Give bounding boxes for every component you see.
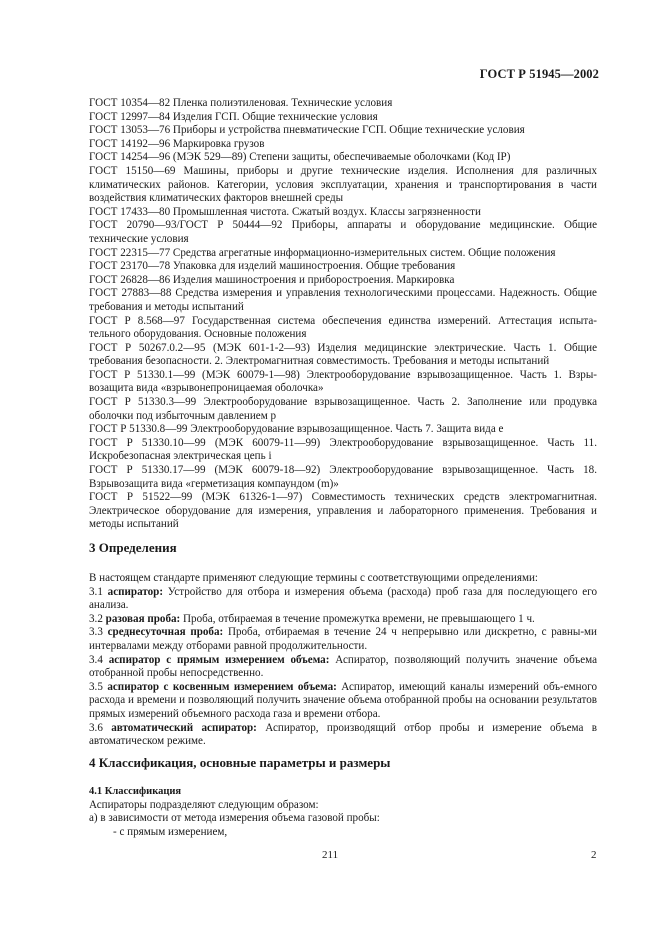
definition-item — [89, 681, 597, 722]
reference-item: ГОСТ 17433—80 Промышленная чистота. Сжатый воздух. Классы загрязненности — [89, 205, 481, 218]
reference-item: ГОСТ Р 51330.10—99 (МЭК 60079-11—99) Электрооборудование взрывозащищенное. Часть 11. Искробезопасная электрическая цепь i — [89, 436, 597, 463]
definitions-intro: В настоящем стандарте применяют следующие термины с соответствующими определениями: — [89, 572, 538, 584]
definition-text: Проба, отбираемая в течение 24 ч непрерывно или дискретно, с равны-ми интервалами между отборами равной продолжительности. — [89, 626, 597, 652]
document-code-header: ГОСТ Р 51945—2002 — [479, 67, 599, 81]
definition-item — [89, 654, 597, 681]
definition-number: 3.5 — [89, 680, 103, 693]
reference-item: ГОСТ Р 8.568—97 Государственная система обеспечения единства измерений. Аттестация испыта-тельного оборудования. Основные положения — [89, 314, 597, 341]
subsection-4-1-title: 4.1 Классификация — [89, 786, 182, 797]
reference-item: ГОСТ Р 51522—99 (МЭК 61326-1—97) Совместимость технических средств электромагнитная. Электрическое оборудование для измерения, управления и лабораторного применения. Требования и методы испытаний — [89, 491, 597, 531]
definition-item — [89, 626, 597, 653]
definition-item — [89, 613, 597, 627]
definition-term: аспиратор: — [107, 585, 164, 598]
reference-item: ГОСТ 14254—96 (МЭК 529—89) Степени защиты, обеспечиваемые оболочками (Код IP) — [89, 151, 511, 164]
definition-term: среднесуточная проба: — [107, 626, 224, 639]
reference-item: ГОСТ Р 51330.1—99 (МЭК 60079-1—98) Электрооборудование взрывозащищенное. Часть 1. Взры-возащита вида «взрывонепроницаемая оболочка» — [89, 368, 597, 395]
definition-item — [89, 722, 597, 749]
reference-item: ГОСТ 22315—77 Средства агрегатные информационно-измерительных систем. Общие положения — [89, 246, 556, 259]
reference-item: ГОСТ 27883—88 Средства измерения и управления технологическими процессами. Надежность. Общие требования и методы испытаний — [89, 287, 597, 313]
section-4-title: 4 Классификация, основные параметры и размеры — [89, 755, 391, 770]
definition-number: 3.2 — [89, 612, 103, 625]
normative-references-list — [89, 97, 597, 532]
section-definitions — [89, 540, 597, 749]
reference-item: ГОСТ 26828—86 Изделия машиностроения и приборостроения. Маркировка — [89, 273, 455, 286]
definition-number: 3.4 — [89, 653, 103, 666]
reference-item: ГОСТ 14192—96 Маркировка грузов — [89, 137, 265, 150]
definition-term: аспиратор с косвенным измерением объема: — [107, 680, 337, 693]
page-number-right: 2 — [591, 849, 597, 861]
definition-text: Проба, отбираемая в течение промежутка времени, не превышающего 1 ч. — [180, 612, 535, 625]
classification-body — [89, 785, 597, 839]
classification-line: Аспираторы подразделяют следующим образом: — [89, 798, 319, 811]
definition-number: 3.6 — [89, 721, 103, 734]
definition-term: автоматический аспиратор: — [111, 721, 257, 734]
reference-item: ГОСТ Р 50267.0.2—95 (МЭК 601-1-2—93) Изделия медицинские электрические. Часть 1. Общие требования безопасности. 2. Электромагнитная совместимость. Требования и методы испытаний — [89, 341, 597, 368]
definition-term: аспиратор с прямым измерением объема: — [108, 653, 330, 666]
section-classification — [89, 755, 597, 839]
definition-text: Устройство для отбора и измерения объема (расхода) проб газа для последующего его анализа. — [89, 585, 597, 612]
definition-text: Аспиратор, позволяющий получить значение объема отобранной пробы непосредственно. — [89, 653, 597, 680]
page-number-center: 211 — [322, 849, 339, 861]
reference-item: ГОСТ 15150—69 Машины, приборы и другие технические изделия. Исполнения для различных климатических районов. Категории, условия эксплуатации, хранения и транспортирования в части воздействия климатических факторов внешней среды — [89, 164, 597, 205]
reference-item: ГОСТ 23170—78 Упаковка для изделий машиностроения. Общие требования — [89, 260, 456, 273]
section-3-title: 3 Определения — [89, 540, 177, 555]
definitions-body — [89, 572, 597, 749]
definition-term: разовая проба: — [105, 612, 181, 625]
classification-dash-item: - с прямым измерением, — [113, 825, 228, 838]
classification-line: а) в зависимости от метода измерения объема газовой пробы: — [89, 812, 380, 825]
definition-text: Аспиратор, имеющий каналы измерений объ-емного расхода и времени и позволяющий получить значение объема отобранной пробы на основании результатов прямых измерений объемного расхода газа и времени отбора. — [89, 680, 597, 720]
reference-item: ГОСТ 13053—76 Приборы и устройства пневматические ГСП. Общие технические условия — [89, 124, 525, 137]
definition-number: 3.3 — [89, 626, 103, 639]
reference-item: ГОСТ 10354—82 Пленка полиэтиленовая. Технические условия — [89, 97, 393, 109]
reference-item: ГОСТ Р 51330.3—99 Электрооборудование взрывозащищенное. Часть 2. Заполнение или продувка оболочки под избыточным давлением p — [89, 396, 597, 422]
reference-item: ГОСТ 20790—93/ГОСТ Р 50444—92 Приборы, аппараты и оборудование медицинские. Общие технические условия — [89, 219, 597, 245]
definition-number: 3.1 — [89, 585, 103, 598]
definition-text: Аспиратор, производящий отбор пробы и измерение объема в автоматическом режиме. — [89, 721, 597, 748]
reference-item: ГОСТ Р 51330.8—99 Электрооборудование взрывозащищенное. Часть 7. Защита вида e — [89, 423, 504, 436]
definition-item — [89, 586, 597, 613]
reference-item: ГОСТ 12997—84 Изделия ГСП. Общие технические условия — [89, 110, 378, 123]
reference-item: ГОСТ Р 51330.17—99 (МЭК 60079-18—92) Электрооборудование взрывозащищенное. Часть 18. Взрывозащита вида «герметизация компаундом (m)» — [89, 464, 597, 490]
